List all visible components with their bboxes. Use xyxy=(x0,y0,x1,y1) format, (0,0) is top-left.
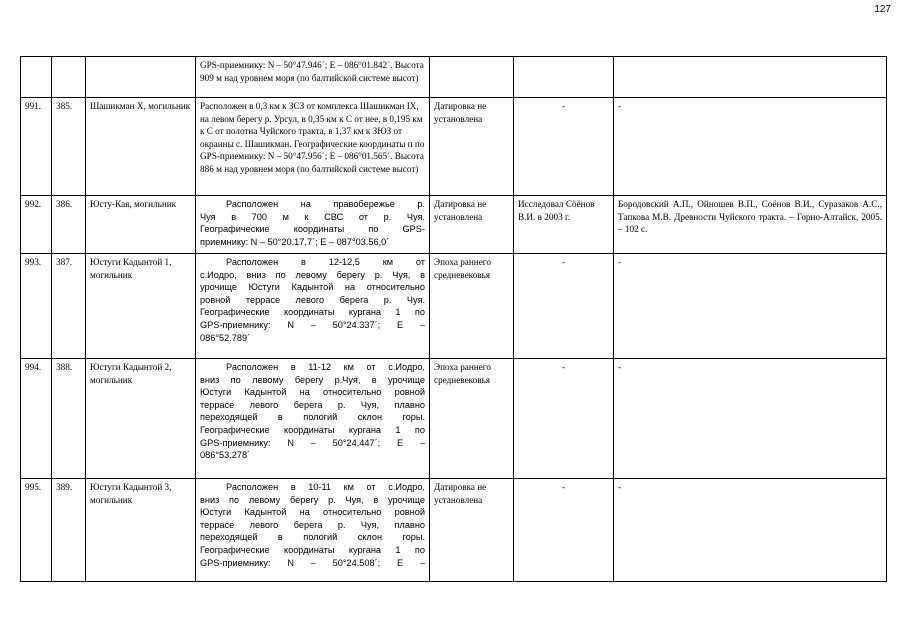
research-cell: - xyxy=(514,479,614,582)
monument-name-cell: Юстуги Кадынтой 1, могильник xyxy=(86,254,196,359)
description-line: Географические координаты кургана 1 по xyxy=(200,544,425,555)
description-line: GPS-приемнику: N – 50°24.337´; E – xyxy=(200,319,425,330)
research-cell xyxy=(514,57,614,98)
monuments-table xyxy=(20,56,887,582)
dating-cell: Эпоха раннего средневековья xyxy=(430,359,514,479)
research-cell: - xyxy=(514,359,614,479)
row-subnumber-cell: 386. xyxy=(52,196,86,254)
location-description-cell xyxy=(196,196,430,254)
literature-cell: Бородовский А.П., Ойношев В.П., Соёнов В.И., Суразаков А.С., Тапкова М.В. Древности Чуйского тракта. – Горно-Алтайск, 2005. – 102 с. xyxy=(614,196,887,254)
description-line: урочище Юстуги Кадынтой на относительно xyxy=(200,282,425,293)
monument-name-cell: Юстуги Кадынтой 2, могильник xyxy=(86,359,196,479)
description-line: 086°53.278´ xyxy=(200,450,251,461)
literature-cell: - xyxy=(614,359,887,479)
description-line: Расположен в 12-12,5 км от xyxy=(226,257,425,267)
dating-cell: Датировка не установлена xyxy=(430,98,514,196)
monument-name-cell: Юсту-Кая, могильник xyxy=(86,196,196,254)
description-line: приемнику: N – 50°20.17,7´; E – 087°03.56,0´ xyxy=(200,236,390,247)
description-line: Расположен в 11-12 км от с.Иодро, xyxy=(226,362,425,372)
dating-cell: Датировка не установлена xyxy=(430,196,514,254)
description-line: ровной террасе левого берега р. Чуя. xyxy=(200,294,425,305)
row-subnumber-cell: 389. xyxy=(52,479,86,582)
research-cell: - xyxy=(514,98,614,196)
row-number-cell: 993. xyxy=(21,254,52,359)
description-line: Географические координаты по GPS- xyxy=(200,224,425,235)
research-cell: Исследовал Сӧёнов В.И. в 2003 г. xyxy=(514,196,614,254)
table-row xyxy=(21,254,887,359)
description-line: с.Иодро, вниз по левому берегу р. Чуя, в xyxy=(200,269,425,280)
location-description-cell xyxy=(196,254,430,359)
literature-cell: - xyxy=(614,479,887,582)
row-number-cell: 991. xyxy=(21,98,52,196)
description-line: GPS-приемнику: N – 50°24.508´; E – xyxy=(200,557,425,568)
row-subnumber-cell: 388. xyxy=(52,359,86,479)
description-line: Географические координаты кургана 1 по xyxy=(200,307,425,318)
description-line: вниз по левому берегу р. Чуя, в урочище xyxy=(200,494,425,505)
description-line: GPS-приемнику: N – 50°24.447´; E – xyxy=(200,437,425,448)
row-subnumber-cell xyxy=(52,57,86,98)
table-row xyxy=(21,479,887,582)
row-number-cell xyxy=(21,57,52,98)
row-subnumber-cell: 385. xyxy=(52,98,86,196)
description-line: переходящей в пологий склон горы. xyxy=(200,412,425,423)
literature-cell: - xyxy=(614,98,887,196)
description-line: Юстуги Кадынтой на относительно ровной xyxy=(200,387,425,398)
table-row xyxy=(21,98,887,196)
description-line: Географические координаты кургана 1 по xyxy=(200,424,425,435)
description-line: террасе левого берега р. Чуя, плавно xyxy=(200,399,425,410)
description-line: террасе левого берега р. Чуя, плавно xyxy=(200,519,425,530)
page-number: 127 xyxy=(874,4,891,15)
description-line: Юстуги Кадынтой на относительно ровной xyxy=(200,507,425,518)
research-cell: - xyxy=(514,254,614,359)
literature-cell: - xyxy=(614,254,887,359)
monument-name-cell: Шашикман X, могильник xyxy=(86,98,196,196)
description-line: Расположен на правобережье р. xyxy=(226,199,425,209)
row-number-cell: 992. xyxy=(21,196,52,254)
dating-cell: Эпоха раннего средневековья xyxy=(430,254,514,359)
row-number-cell: 995. xyxy=(21,479,52,582)
description-line: Расположен в 10-11 км от с.Иодро, xyxy=(226,482,425,492)
location-description-cell xyxy=(196,479,430,582)
dating-cell xyxy=(430,57,514,98)
description-line: вниз по левому берегу р.Чуя, в урочище xyxy=(200,374,425,385)
literature-cell xyxy=(614,57,887,98)
table-row xyxy=(21,359,887,479)
monument-name-cell xyxy=(86,57,196,98)
dating-cell: Датировка не установлена xyxy=(430,479,514,582)
table-row xyxy=(21,57,887,98)
description-line: переходящей в пологий склон горы. xyxy=(200,532,425,543)
description-line: Чуя в 700 м к СВС от р. Чуя. xyxy=(200,211,425,222)
table-row xyxy=(21,196,887,254)
row-number-cell: 994. xyxy=(21,359,52,479)
row-subnumber-cell: 387. xyxy=(52,254,86,359)
location-description-cell: Расположен в 0,3 км к ЗСЗ от комплекса Шашикман IX, на левом берегу р. Урсул, в 0,35 км к С от нее, в 0,195 км к С от полотна Чуйского тракта, в 1,37 км к ЗЮЗ от окраины с. Шашикман. Географические координаты п по GPS-приемнику: N – 50°47.956´; E – 086°01.565´. Высота 886 м над уровнем моря (по балтийской системе высот) xyxy=(196,98,430,196)
location-description-cell: GPS-приемнику: N – 50°47.946´; E – 086°01.842´. Высота 909 м над уровнем моря (по балтийской системе высот) xyxy=(196,57,430,98)
location-description-cell xyxy=(196,359,430,479)
description-line: 086°52.789´ xyxy=(200,332,251,343)
monument-name-cell: Юстуги Кадынтой 3, могильник xyxy=(86,479,196,582)
